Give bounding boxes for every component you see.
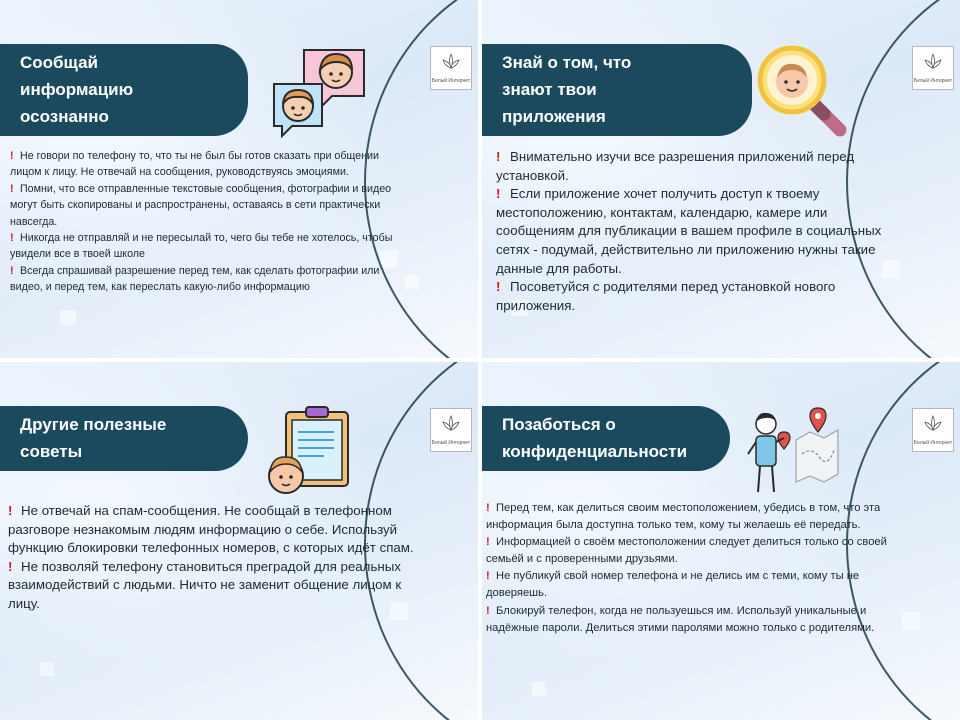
tip-paragraph: ! Помни, что все отправленные текстовые сообщения, фотографии и видео могут быть скопированы и распространены, оставаясь в сети практически навсегда. <box>10 182 392 228</box>
title-line: Позаботься о <box>502 415 616 434</box>
lotus-icon <box>922 413 944 435</box>
tip-paragraph: ! Всегда спрашивай разрешение перед тем, как сделать фотографии или видео, и перед тем, как переслать какую-либо информацию <box>10 264 380 294</box>
exclamation-icon: ! <box>486 536 490 549</box>
slide-know-your-apps <box>482 0 960 358</box>
slide-title <box>482 44 752 136</box>
tip-paragraph: ! Перед тем, как делиться своим местоположением, убедись в том, что эта информация была доступна только тем, кому ты желаешь её передать. <box>486 502 881 532</box>
title-line: осознанно <box>20 107 109 126</box>
slide-title <box>482 406 730 471</box>
tip-paragraph: ! Никогда не отправляй и не пересылай то, чего бы тебе не хотелось, чтобы увидели все в твоей школе <box>10 232 393 261</box>
title-line: знают твои <box>502 80 597 99</box>
person-map-pin-icon <box>740 402 844 497</box>
title-line: приложения <box>502 107 606 126</box>
tip-paragraph: ! Не позволяй телефону становиться преградой для реальных взаимодействий с людьми. Ничто не заменит общение лицом к лицу. <box>8 558 402 611</box>
exclamation-icon: ! <box>8 503 13 518</box>
slide-other-tips <box>0 362 478 720</box>
exclamation-icon: ! <box>486 604 490 617</box>
lotus-icon <box>922 51 944 73</box>
tip-paragraph: ! Блокируй телефон, когда не пользуешься им. Используй уникальные и надёжные пароли. Делиться этими паролями можно только с родителями. <box>486 604 875 634</box>
exclamation-icon: ! <box>496 186 501 202</box>
white-internet-logo <box>912 408 954 452</box>
logo-caption: Белый Интернет <box>431 440 471 446</box>
exclamation-icon: ! <box>10 150 14 162</box>
lotus-icon <box>440 51 462 73</box>
bg-square <box>60 310 76 326</box>
exclamation-icon: ! <box>10 232 14 245</box>
magnifier-face-icon <box>752 42 852 142</box>
clipboard-baby-icon <box>264 404 364 499</box>
exclamation-icon: ! <box>486 502 490 514</box>
title-line: Знай о том, что <box>502 53 632 72</box>
logo-caption: Белый Интернет <box>431 78 471 84</box>
logo-caption: Белый Интернет <box>913 78 953 84</box>
tip-paragraph: ! Не отвечай на спам-сообщения. Не сообщай в телефонном разговоре незнакомым людям информацию о себе. Используй функцию блокировки телефонных номеров, с которых идёт спам. <box>8 503 414 556</box>
bg-square <box>532 682 546 696</box>
tip-paragraph: ! Посоветуйся с родителями перед установкой нового приложения. <box>496 279 836 313</box>
slide-privacy <box>482 362 960 720</box>
exclamation-icon: ! <box>10 264 14 277</box>
title-line: советы <box>20 442 83 461</box>
chat-bubbles-children-icon <box>270 44 370 139</box>
title-line: Сообщай <box>20 53 99 72</box>
slide-body <box>8 502 426 614</box>
title-line: информацию <box>20 80 134 99</box>
exclamation-icon: ! <box>8 558 13 574</box>
white-internet-logo <box>430 46 472 90</box>
title-line: Другие полезные <box>20 415 167 434</box>
slide-share-consciously <box>0 0 478 358</box>
exclamation-icon: ! <box>496 279 501 295</box>
tip-paragraph: ! Информацией о своём местоположении следует делиться только со своей семьёй и с проверенными друзьями. <box>486 536 887 566</box>
tip-paragraph: ! Не публикуй свой номер телефона и не делись им с теми, кому ты не доверяешь. <box>486 570 860 600</box>
slide-body <box>496 148 906 315</box>
exclamation-icon: ! <box>496 149 501 164</box>
exclamation-icon: ! <box>10 182 14 195</box>
title-line: конфиденциальности <box>502 442 688 461</box>
exclamation-icon: ! <box>486 570 490 583</box>
slide-body <box>486 500 906 637</box>
slide-title <box>0 44 248 136</box>
white-internet-logo <box>430 408 472 452</box>
tip-paragraph: ! Внимательно изучи все разрешения приложений перед установкой. <box>496 149 855 183</box>
white-internet-logo <box>912 46 954 90</box>
bg-square <box>40 662 54 676</box>
logo-caption: Белый Интернет <box>913 440 953 446</box>
lotus-icon <box>440 413 462 435</box>
slide-title <box>0 406 248 471</box>
tip-paragraph: ! Если приложение хочет получить доступ к твоему местоположению, контактам, календарю, камере или сообщениям для публикации в вашем профиле в социальных сетях - подумай, действительно ли приложению нужны такие данные для работы. <box>496 186 882 276</box>
tip-paragraph: ! Не говори по телефону то, что ты не был бы готов сказать при общении лицом к лицу. Не отвечай на сообщения, руководствуясь эмоциями. <box>10 150 379 179</box>
slide-body <box>10 148 395 296</box>
